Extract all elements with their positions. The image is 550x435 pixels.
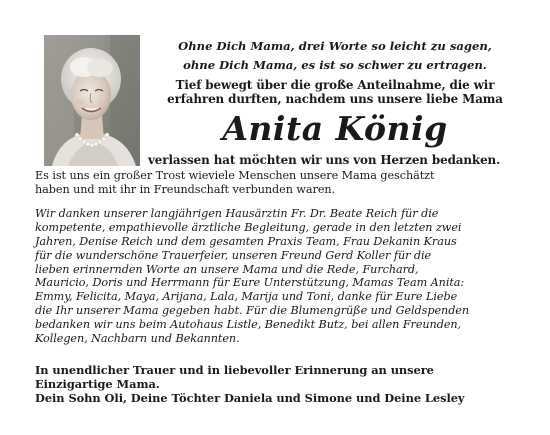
portrait-photo (44, 35, 140, 166)
text-line: Emmy, Felicita, Maya, Arijana, Lala, Marija und Toni, danke für Eure Liebe (35, 290, 458, 304)
text-line: Es ist uns ein großer Trost wieviele Menschen unsere Mama geschätzt (35, 169, 435, 182)
signature-text: Dein Sohn Oli, Deine Töchter Daniela und Simone und Deine Lesley (35, 391, 465, 405)
text-line: haben und mit ihr in Freundschaft verbunden waren. (35, 182, 336, 196)
text-line: Wir danken unserer langjährigen Hausärztin Fr. Dr. Beate Reich für die (35, 207, 439, 220)
deceased-name: Anita König (222, 109, 448, 148)
text-line: die Ihr unserer Mama gegeben habt. Für die Blumengrüße und Geldspenden (35, 304, 470, 318)
text-line: lieben erinnernden Worte an unsere Mama und die Rede, Furchard, (35, 262, 419, 276)
paragraph-trost (35, 169, 525, 197)
verse-line-2: ohne Dich Mama, es ist so schwer zu ertragen. (183, 58, 487, 72)
text-line: kompetente, empathievolle ärztliche Begleitung, gerade in den letzten zwei (35, 220, 462, 234)
text-line: Einzigartige Mama. (35, 376, 160, 391)
signature-line (35, 392, 525, 406)
text-line: In unendlicher Trauer und in liebevoller Erinnerung an unsere (35, 363, 434, 377)
text-line: Jahren, Denise Reich und dem gesamten Praxis Team, Frau Dekanin Kraus (35, 234, 457, 248)
text-line: Kollegen, Nachbarn und Bekannten. (35, 332, 240, 346)
verse-line-1: Ohne Dich Mama, drei Worte so leicht zu sagen, (178, 39, 492, 53)
text-line: bedanken wir uns beim Autohaus Listle, Benedikt Butz, bei allen Freunden, (35, 318, 462, 332)
text-line: für die wunderschöne Trauerfeier, unseren Freund Gerd Koller für die (35, 248, 432, 262)
thanks-line: verlassen hat möchten wir uns von Herzen bedanken. (148, 153, 501, 167)
paragraph-acknowledgements (35, 207, 525, 346)
intro-line-2: erfahren durften, nachdem uns unsere liebe Mama (167, 92, 503, 106)
intro-line-1: Tief bewegt über die große Anteilnahme, die wir (175, 78, 495, 92)
text-line: Mauricio, Doris und Herrmann für Eure Unterstützung, Mamas Team Anita: (35, 276, 465, 290)
paragraph-remembrance (35, 364, 525, 392)
